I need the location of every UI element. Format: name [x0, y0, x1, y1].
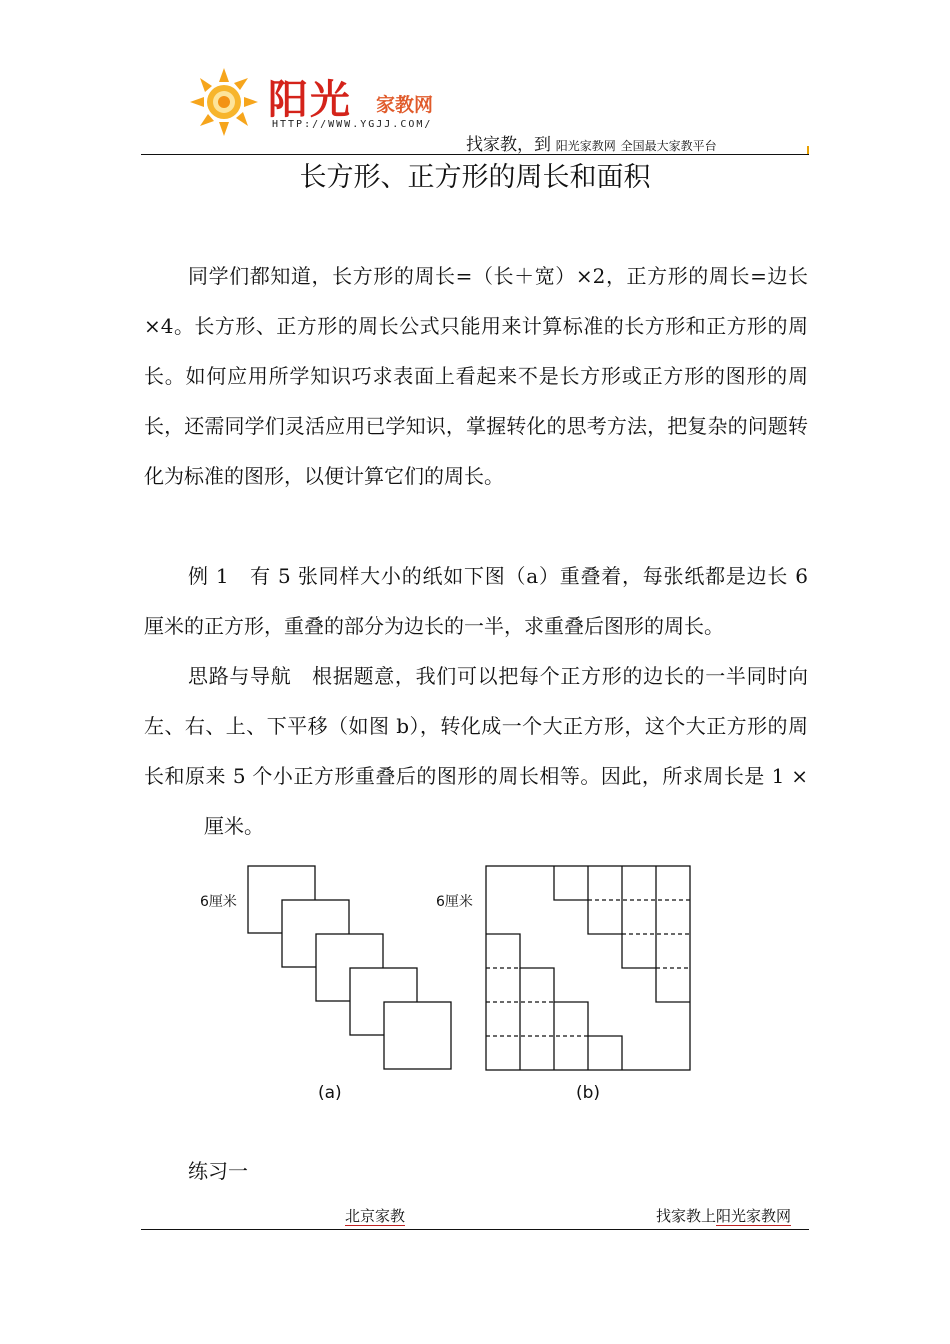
page-title: 长方形、正方形的周长和面积 — [299, 162, 651, 193]
intro-paragraph — [144, 251, 808, 501]
example-hint-text: 思路与导航 根据题意，我们可以把每个正方形的边长的一半同时向左、右、上、下平移（如图 b），转化成一个大正方形，这个大正方形的周长和原来 5 个小正方形重叠后的图形的周长相等。因此，所求周长是 1 × — [144, 664, 808, 788]
figure-a-caption: (a) — [318, 1083, 342, 1103]
exercise-heading: 练习一 — [188, 1159, 248, 1183]
footer-site-link[interactable]: 阳光家教网 — [716, 1207, 792, 1225]
answer-unit: 厘米。 — [204, 814, 264, 838]
figure-b-caption: (b) — [576, 1083, 601, 1103]
logo-url: HTTP://WWW.YGJJ.COM/ — [272, 119, 433, 130]
example-block — [144, 551, 808, 851]
figure-b-grid — [486, 866, 690, 1070]
header-divider-mark — [807, 146, 809, 154]
footer-divider — [141, 1229, 809, 1230]
tagline-slogan: 全国最大家教平台 — [620, 139, 717, 153]
tagline-site-link[interactable]: 阳光家教网 — [555, 139, 616, 153]
figure-b-label: 6厘米 — [436, 894, 473, 910]
intro-text: 同学们都知道，长方形的周长=（长＋宽）×2，正方形的周长=边长×4。长方形、正方形的周长公式只能用来计算标准的长方形和正方形的周长。如何应用所学知识巧求表面上看起来不是长方形或正方形的图形的周长，还需同学们灵活应用已学知识，掌握转化的思考方法，把复杂的问题转化为标准的图形，以便计算它们的周长。 — [144, 264, 808, 488]
logo-subtitle: 家教网 — [376, 94, 434, 116]
footer-right — [656, 1207, 791, 1225]
logo-brand-text: 阳光 — [268, 76, 352, 123]
footer-left-link[interactable]: 北京家教 — [345, 1207, 406, 1225]
example-problem: 例 1 有 5 张同样大小的纸如下图（a）重叠着，每张纸都是边长 6 厘米的正方形，重叠的部分为边长的一半，求重叠后图形的周长。 — [144, 564, 808, 638]
example-figure — [186, 856, 726, 1116]
figure-a-squares — [248, 866, 451, 1069]
header-tagline — [466, 130, 717, 155]
footer-right-prefix: 找家教上 — [656, 1207, 717, 1225]
figure-a-label: 6厘米 — [200, 894, 237, 910]
example-hint — [144, 651, 808, 851]
tagline-lead: 找家教，到 — [466, 135, 551, 155]
